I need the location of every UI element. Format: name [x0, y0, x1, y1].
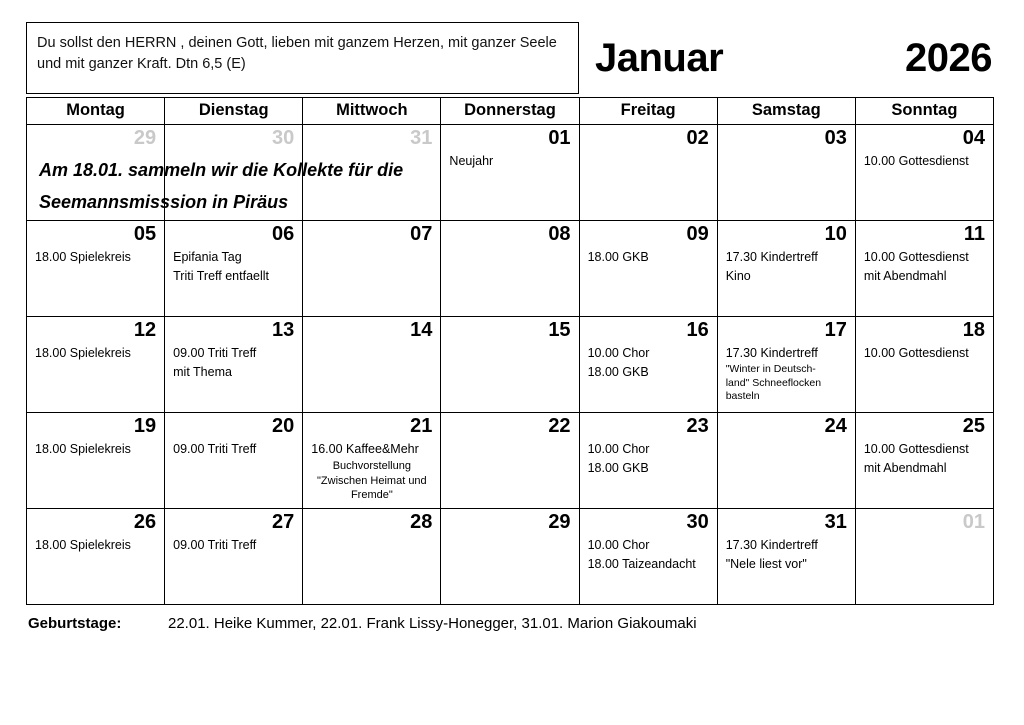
calendar-header [26, 22, 994, 94]
day-events [726, 248, 847, 287]
day-event: 18.00 Spielekreis [35, 538, 131, 552]
calendar-day-cell[interactable] [579, 221, 717, 317]
day-number: 19 [133, 415, 157, 437]
calendar-day-cell[interactable] [165, 413, 303, 509]
day-event: mit Abendmahl [863, 269, 947, 284]
birthdays-value: 22.01. Heike Kummer, 22.01. Frank Lissy-Honegger, 31.01. Marion Giakoumaki [168, 615, 697, 632]
day-event: 09.00 Triti Treff [173, 346, 257, 360]
day-number: 13 [272, 319, 295, 341]
calendar-week-row [27, 317, 994, 413]
day-number: 20 [272, 415, 295, 437]
day-number: 15 [548, 319, 571, 341]
day-events [311, 440, 432, 502]
day-event: 10.00 Chor [587, 538, 650, 552]
day-event: 18.00 GKB [587, 365, 649, 380]
day-events [588, 248, 709, 267]
day-events [864, 344, 985, 363]
day-event: 18.00 Spielekreis [35, 346, 131, 360]
birthdays-footer [26, 615, 994, 632]
weekday-header-dienstag: Dienstag [165, 98, 303, 125]
monthly-verse: Du sollst den HERRN , deinen Gott, lieben mit ganzem Herzen, mit ganzer Seele und mit ganzer Kraft. Dtn 6,5 (E) [26, 22, 579, 94]
day-number: 31 [824, 511, 847, 533]
day-number: 10 [824, 223, 847, 245]
day-event: 18.00 Spielekreis [35, 442, 131, 456]
day-event-detail: Buchvorstellung [332, 460, 411, 473]
calendar-day-cell[interactable] [855, 221, 993, 317]
day-number: 05 [133, 223, 157, 245]
day-events [449, 152, 570, 171]
calendar-day-cell[interactable] [855, 125, 993, 221]
day-events [588, 536, 709, 575]
calendar-day-cell[interactable] [855, 509, 993, 605]
calendar-week-row [27, 125, 994, 221]
day-event: 17.30 Kindertreff [725, 250, 818, 264]
title-area [579, 22, 994, 94]
day-event-detail: land" Schneeflocken [725, 376, 822, 389]
day-events [173, 344, 294, 383]
calendar-day-cell[interactable] [165, 317, 303, 413]
day-event: 17.30 Kindertreff [725, 346, 818, 360]
birthdays-label: Geburtstage: [28, 615, 122, 632]
weekday-header-samstag: Samstag [717, 98, 855, 125]
day-number: 16 [686, 319, 709, 341]
weekday-header-donnerstag: Donnerstag [441, 98, 579, 125]
calendar-day-cell[interactable] [441, 317, 579, 413]
day-event: 10.00 Chor [587, 442, 650, 456]
calendar-day-cell[interactable] [165, 221, 303, 317]
day-event: Kino [725, 269, 751, 284]
calendar-day-cell[interactable] [579, 317, 717, 413]
day-number: 01 [548, 127, 571, 149]
day-events [726, 344, 847, 403]
day-events [35, 344, 156, 363]
day-number: 07 [410, 223, 433, 245]
day-event: 18.00 Taizeandacht [587, 557, 696, 572]
calendar-day-cell[interactable] [717, 509, 855, 605]
day-number: 24 [824, 415, 847, 437]
day-number: 04 [962, 127, 985, 149]
year-title: 2026 [905, 35, 992, 80]
day-number: 02 [686, 127, 709, 149]
calendar-day-cell[interactable] [579, 125, 717, 221]
weekday-header-freitag: Freitag [579, 98, 717, 125]
day-number: 03 [824, 127, 847, 149]
day-event: 09.00 Triti Treff [173, 538, 257, 552]
calendar-day-cell[interactable] [717, 221, 855, 317]
calendar-day-cell[interactable] [441, 509, 579, 605]
day-number: 23 [686, 415, 709, 437]
day-number: 09 [686, 223, 709, 245]
day-number: 17 [824, 319, 847, 341]
calendar-day-cell[interactable] [855, 413, 993, 509]
day-events [35, 440, 156, 459]
day-event: "Nele liest vor" [725, 557, 807, 572]
day-event: Triti Treff entfaellt [173, 269, 270, 284]
day-events [173, 440, 294, 459]
calendar-day-cell[interactable] [579, 413, 717, 509]
day-number: 30 [686, 511, 709, 533]
day-events [588, 440, 709, 479]
day-number: 26 [133, 511, 157, 533]
calendar-week-row [27, 509, 994, 605]
calendar-day-cell[interactable] [27, 221, 165, 317]
day-events [35, 536, 156, 555]
day-event: 16.00 Kaffee&Mehr [311, 442, 419, 456]
day-number: 31 [410, 127, 433, 149]
calendar-day-cell[interactable] [27, 317, 165, 413]
day-number: 21 [410, 415, 433, 437]
weekday-header-sonntag: Sonntag [855, 98, 993, 125]
calendar-day-cell[interactable] [855, 317, 993, 413]
weekday-header-mittwoch: Mittwoch [303, 98, 441, 125]
calendar-day-cell[interactable] [717, 125, 855, 221]
calendar-day-cell[interactable] [579, 509, 717, 605]
day-number: 14 [410, 319, 433, 341]
day-events [35, 248, 156, 267]
day-number: 25 [962, 415, 985, 437]
day-event-detail: "Zwischen Heimat und [317, 474, 427, 487]
day-events [173, 248, 294, 287]
day-number: 28 [410, 511, 433, 533]
day-number: 29 [548, 511, 571, 533]
calendar-day-cell[interactable] [303, 413, 441, 509]
calendar-week-row [27, 413, 994, 509]
day-number: 29 [133, 127, 157, 149]
day-event: 10.00 Gottesdienst [863, 346, 969, 360]
day-event: mit Thema [173, 365, 232, 380]
day-event: 18.00 GKB [587, 461, 649, 476]
day-event-detail: "Winter in Deutsch- [725, 363, 816, 376]
day-events [173, 536, 294, 555]
day-event: 09.00 Triti Treff [173, 442, 257, 456]
calendar-day-cell[interactable] [27, 509, 165, 605]
calendar-day-cell[interactable] [165, 509, 303, 605]
calendar-table [26, 97, 994, 605]
day-number: 22 [548, 415, 571, 437]
calendar-day-cell[interactable] [717, 413, 855, 509]
day-event: Epifania Tag [173, 250, 242, 264]
calendar-day-cell[interactable] [303, 317, 441, 413]
day-events [864, 248, 985, 287]
calendar-body [27, 125, 994, 605]
day-events [864, 152, 985, 171]
day-event: mit Abendmahl [863, 461, 947, 476]
day-event: Neujahr [449, 154, 494, 168]
calendar-day-cell[interactable] [27, 413, 165, 509]
day-events [726, 536, 847, 575]
weekday-header-montag: Montag [27, 98, 165, 125]
day-events [864, 440, 985, 479]
month-title: Januar [595, 35, 724, 80]
calendar-day-cell[interactable] [441, 221, 579, 317]
calendar-day-cell[interactable] [303, 221, 441, 317]
day-number: 18 [962, 319, 985, 341]
day-number: 11 [963, 223, 985, 245]
calendar-day-cell[interactable] [717, 317, 855, 413]
collection-note: Am 18.01. sammeln wir die Kollekte für die Seemannsmisssion in Piräus [39, 160, 404, 212]
day-event: 10.00 Gottesdienst [863, 154, 969, 168]
day-event: 17.30 Kindertreff [725, 538, 818, 552]
day-number: 12 [133, 319, 157, 341]
day-event: 18.00 Spielekreis [35, 250, 131, 264]
calendar-day-cell[interactable] [441, 125, 579, 221]
day-number: 08 [548, 223, 571, 245]
day-number: 27 [272, 511, 295, 533]
day-event-detail: basteln [725, 389, 760, 402]
day-event: 18.00 GKB [587, 250, 649, 264]
calendar-day-cell[interactable] [441, 413, 579, 509]
calendar-day-cell[interactable] [303, 509, 441, 605]
day-event: 10.00 Chor [587, 346, 650, 360]
day-number: 01 [962, 511, 985, 533]
day-event: 10.00 Gottesdienst [863, 442, 969, 456]
day-number: 06 [272, 223, 295, 245]
weekday-header-row [27, 98, 994, 125]
day-number: 30 [272, 127, 295, 149]
calendar-week-row [27, 221, 994, 317]
day-event: 10.00 Gottesdienst [863, 250, 969, 264]
day-event-detail: Fremde" [350, 488, 393, 501]
day-events [588, 344, 709, 383]
